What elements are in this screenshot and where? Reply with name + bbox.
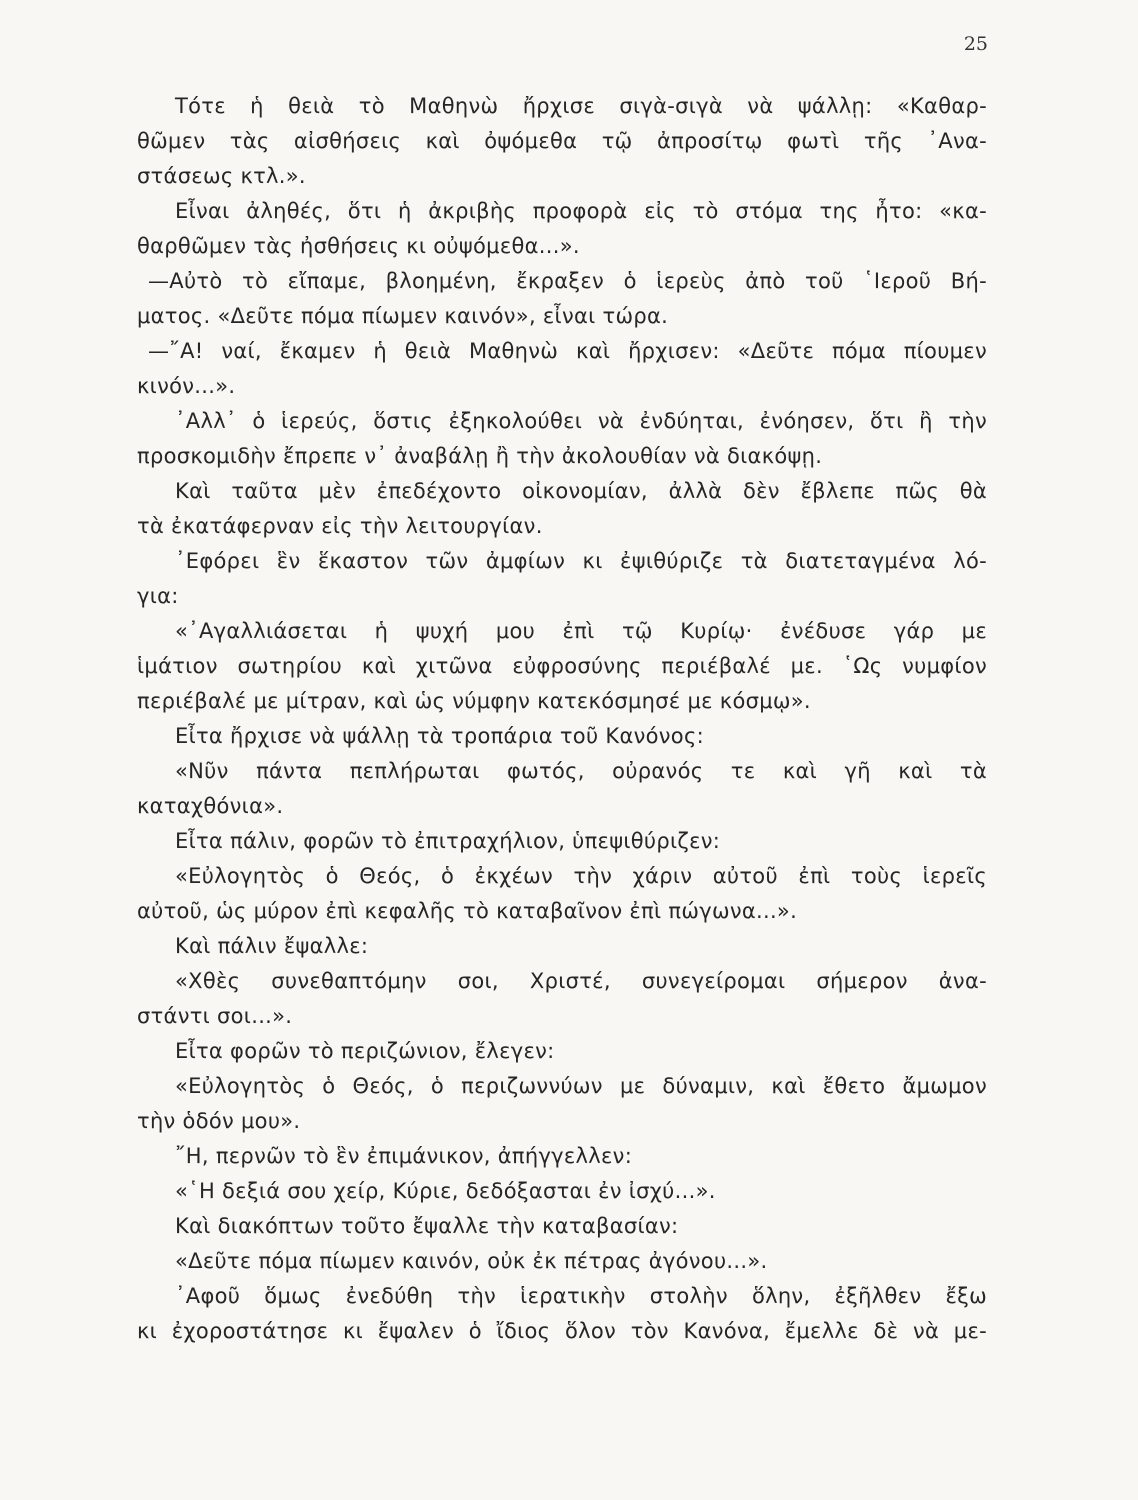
text-line: ᾿Αφοῦ ὅμως ἐνεδύθη τὴν ἱερατικὴν στολὴν ὅλην, ἐξῆλθεν ἔξω [175, 1284, 987, 1308]
text-line: κινόν...». [137, 374, 236, 398]
text-line: στάσεως κτλ.». [137, 164, 306, 188]
text-line: Εἶτα φορῶν τὸ περιζώνιον, ἔλεγεν: [175, 1039, 555, 1063]
text-line: «Νῦν πάντα πεπλήρωται φωτός, οὐρανός τε καὶ γῆ καὶ τὰ [175, 759, 987, 783]
text-line: «Χθὲς συνεθαπτόμην σοι, Χριστέ, συνεγείρομαι σήμερον ἀνα- [175, 969, 987, 993]
text-line: —Αὐτὸ τὸ εἴπαμε, βλοημένη, ἔκραξεν ὁ ἱερεὺς ἀπὸ τοῦ ῾Ιεροῦ Βή- [148, 269, 987, 293]
text-line: «᾿Αγαλλιάσεται ἡ ψυχή μου ἐπὶ τῷ Κυρίῳ· ἐνέδυσε γάρ με [175, 619, 987, 643]
text-line: Εἶναι ἀληθές, ὅτι ἡ ἀκριβὴς προφορὰ εἰς τὸ στόμα της ἦτο: «κα- [175, 199, 987, 223]
text-line: κι ἐχοροστάτησε κι ἔψαλεν ὁ ἴδιος ὅλον τὸν Κανόνα, ἔμελλε δὲ νὰ με- [137, 1319, 987, 1343]
text-line: Καὶ διακόπτων τοῦτο ἔψαλλε τὴν καταβασίαν: [175, 1214, 679, 1238]
text-line: τὴν ὁδόν μου». [137, 1109, 301, 1133]
text-line: ᾿Αλλ᾿ ὁ ἱερεύς, ὅστις ἐξηκολούθει νὰ ἐνδύηται, ἐνόησεν, ὅτι ἢ τὴν [175, 409, 987, 433]
text-line: τὰ ἐκατάφερναν εἰς τὴν λειτουργίαν. [137, 514, 543, 538]
text-line: Καὶ ταῦτα μὲν ἐπεδέχοντο οἰκονομίαν, ἀλλὰ δὲν ἔβλεπε πῶς θὰ [175, 479, 987, 503]
page-number: 25 [963, 33, 988, 55]
text-line: στάντι σοι...». [137, 1004, 293, 1028]
text-line: «Εὐλογητὸς ὁ Θεός, ὁ περιζωννύων με δύναμιν, καὶ ἔθετο ἄμωμον [175, 1074, 987, 1098]
text-line: «῾Η δεξιά σου χείρ, Κύριε, δεδόξασται ἐν ἰσχύ...». [175, 1179, 716, 1203]
text-line: —῎Α! ναί, ἔκαμεν ἡ θειὰ Μαθηνὼ καὶ ἤρχισεν: «Δεῦτε πόμα πίουμεν [148, 339, 987, 363]
text-line: θῶμεν τὰς αἰσθήσεις καὶ ὀψόμεθα τῷ ἀπροσίτῳ φωτὶ τῆς ᾿Ανα- [137, 129, 987, 153]
text-line: θαρθῶμεν τὰς ἠσθήσεις κι οὐψόμεθα...». [137, 234, 580, 258]
text-line: Εἶτα πάλιν, φορῶν τὸ ἐπιτραχήλιον, ὑπεψιθύριζεν: [175, 829, 721, 853]
text-line: καταχθόνια». [137, 794, 284, 818]
text-line: ῎Η, περνῶν τὸ ἓν ἐπιμάνικον, ἀπήγγελλεν: [175, 1144, 633, 1168]
text-line: αὐτοῦ, ὡς μύρον ἐπὶ κεφαλῆς τὸ καταβαῖνον ἐπὶ πώγωνα...». [137, 899, 798, 923]
text-line: περιέβαλέ με μίτραν, καὶ ὡς νύμφην κατεκόσμησέ με κόσμῳ». [137, 689, 811, 713]
text-line: ᾿Εφόρει ἓν ἕκαστον τῶν ἀμφίων κι ἐψιθύριζε τὰ διατεταγμένα λό- [175, 549, 987, 573]
text-line: ματος. «Δεῦτε πόμα πίωμεν καινόν», εἶναι τώρα. [137, 304, 669, 328]
text-line: Εἶτα ἤρχισε νὰ ψάλλῃ τὰ τροπάρια τοῦ Κανόνος: [175, 724, 704, 748]
text-line: προσκομιδὴν ἔπρεπε ν᾿ ἀναβάλῃ ἢ τὴν ἀκολουθίαν νὰ διακόψῃ. [137, 444, 823, 468]
text-line: «Εὐλογητὸς ὁ Θεός, ὁ ἐκχέων τὴν χάριν αὐτοῦ ἐπὶ τοὺς ἱερεῖς [175, 864, 987, 888]
text-line: ἱμάτιον σωτηρίου καὶ χιτῶνα εὐφροσύνης περιέβαλέ με. ῾Ως νυμφίον [137, 654, 987, 678]
text-line: για: [137, 584, 179, 608]
text-line: «Δεῦτε πόμα πίωμεν καινόν, οὐκ ἐκ πέτρας ἀγόνου...». [175, 1249, 768, 1273]
text-line: Τότε ἡ θειὰ τὸ Μαθηνὼ ἤρχισε σιγὰ-σιγὰ νὰ ψάλλῃ: «Καθαρ- [175, 94, 987, 118]
text-line: Καὶ πάλιν ἔψαλλε: [175, 934, 369, 958]
